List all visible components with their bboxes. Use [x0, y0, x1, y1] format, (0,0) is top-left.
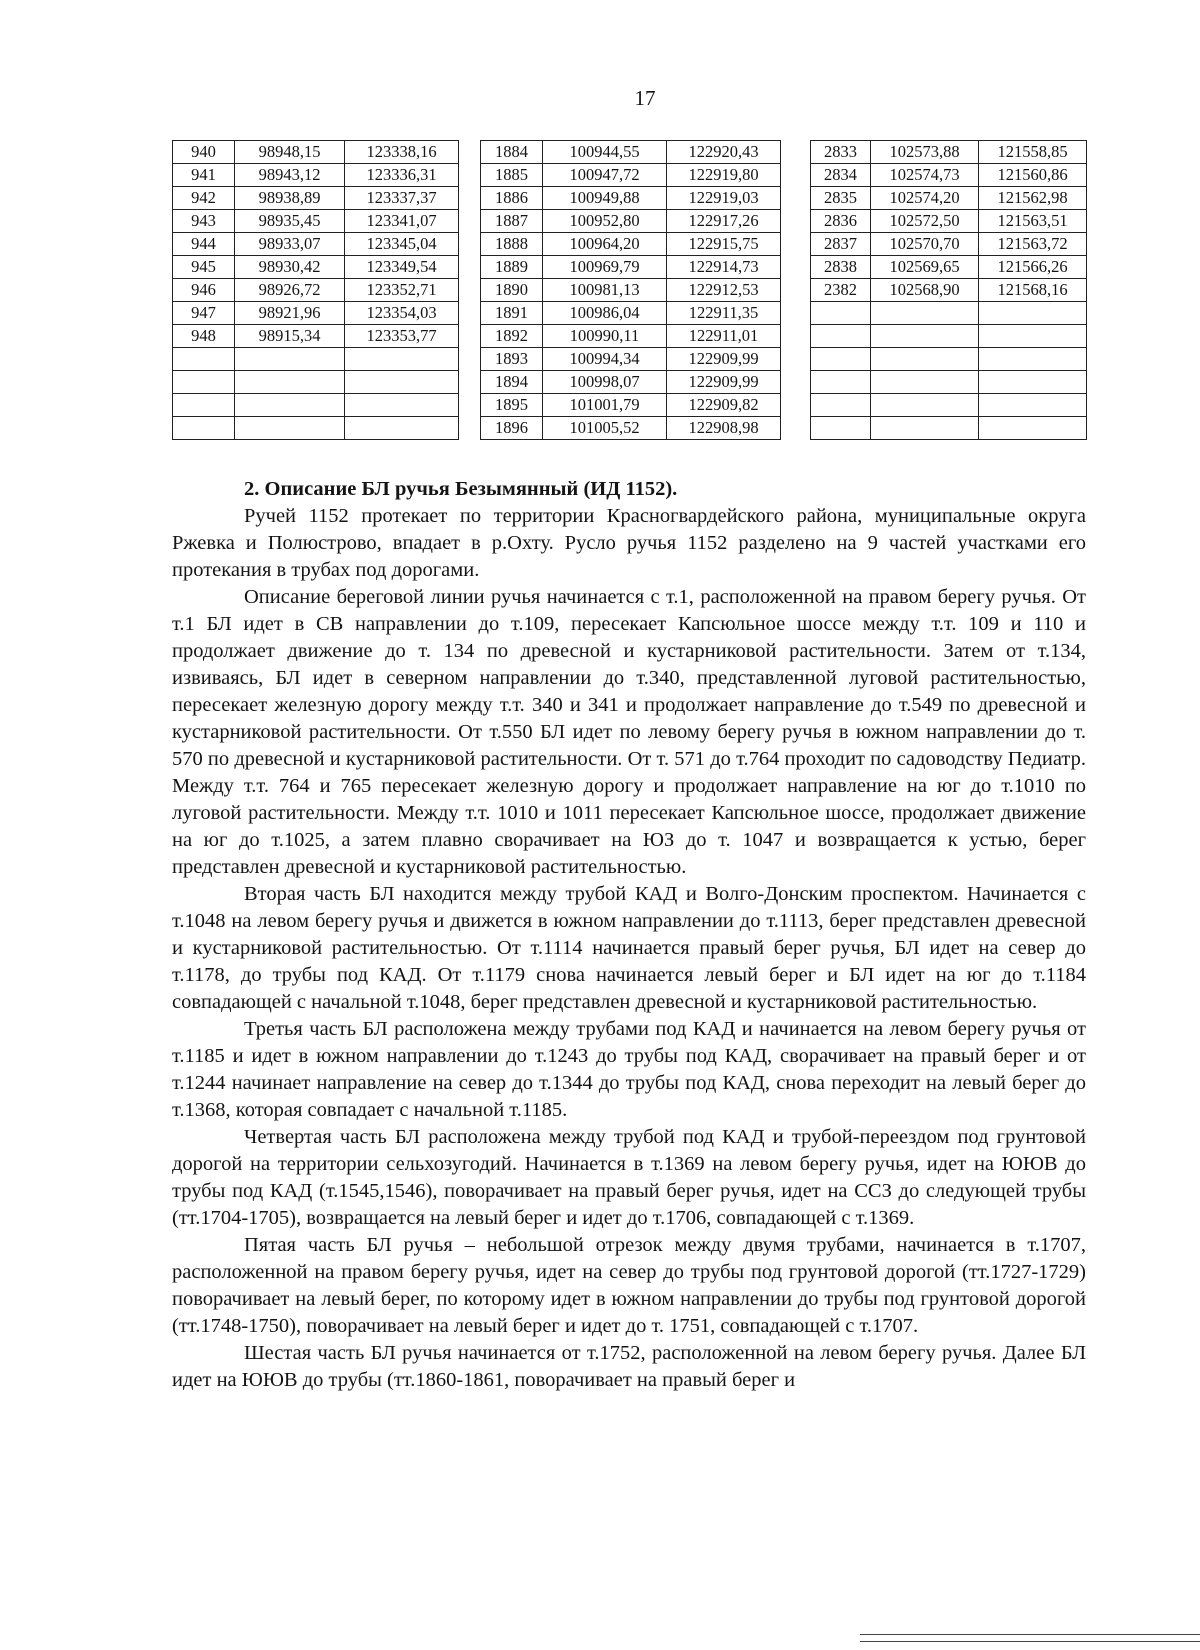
table-cell [871, 325, 979, 348]
table-cell: 100981,13 [543, 279, 667, 302]
table-cell: 98948,15 [235, 141, 345, 164]
table-cell: 98938,89 [235, 187, 345, 210]
table-gap [781, 348, 811, 371]
table-gap [459, 394, 481, 417]
table-cell [235, 371, 345, 394]
table-cell: 948 [173, 325, 235, 348]
table-cell: 102569,65 [871, 256, 979, 279]
table-cell [811, 371, 871, 394]
table-cell: 123352,71 [345, 279, 459, 302]
table-cell [871, 371, 979, 394]
table-cell: 946 [173, 279, 235, 302]
paragraph: Вторая часть БЛ находится между трубой КАД и Волго-Донским проспектом. Начинается с т.1048 на левом берегу ручья и движется в южном направлении до т.1113, берег представлен древесной и кустарниковой растительностью. От т.1114 начинается правый берег ручья, БЛ идет на север до т.1178, до трубы под КАД. От т.1179 снова начинается левый берег и БЛ идет на юг до т.1184 совпадающей с начальной т.1048, берег представлен древесной и кустарниковой растительностью. [172, 883, 1086, 1013]
table-cell: 2834 [811, 164, 871, 187]
table-cell: 1889 [481, 256, 543, 279]
table-row [173, 141, 1087, 164]
table-gap [459, 417, 481, 440]
table-cell [173, 371, 235, 394]
table-cell: 123354,03 [345, 302, 459, 325]
table-cell: 1884 [481, 141, 543, 164]
table-cell: 102574,73 [871, 164, 979, 187]
table-cell: 122912,53 [667, 279, 781, 302]
table-cell [173, 394, 235, 417]
table-cell: 121558,85 [979, 141, 1087, 164]
paragraph: Ручей 1152 протекает по территории Красногвардейского района, муниципальные округа Ржевка и Полюстрово, впадает в р.Охту. Русло ручья 1152 разделено на 9 частей участками его протекания в трубах под дорогами. [172, 505, 1086, 581]
table-gap [459, 348, 481, 371]
table-gap [781, 187, 811, 210]
table-gap [459, 302, 481, 325]
table-cell: 942 [173, 187, 235, 210]
table-cell: 947 [173, 302, 235, 325]
table-cell [345, 394, 459, 417]
table-cell [173, 417, 235, 440]
table-cell: 122909,99 [667, 348, 781, 371]
table-cell: 2837 [811, 233, 871, 256]
paragraph: Шестая часть БЛ ручья начинается от т.1752, расположенной на левом берегу ручья. Далее БЛ идет на ЮЮВ до трубы (тт.1860-1861, поворачивает на правый берег и [172, 1342, 1086, 1391]
table-cell: 123349,54 [345, 256, 459, 279]
table-cell: 1890 [481, 279, 543, 302]
table-cell: 2833 [811, 141, 871, 164]
table-cell: 1892 [481, 325, 543, 348]
table-cell [811, 417, 871, 440]
table-cell: 121568,16 [979, 279, 1087, 302]
footer-rule [860, 1641, 1200, 1642]
table-gap [459, 233, 481, 256]
table-gap [459, 371, 481, 394]
table-cell: 1887 [481, 210, 543, 233]
table-gap [459, 325, 481, 348]
table-cell: 122920,43 [667, 141, 781, 164]
table-cell: 1896 [481, 417, 543, 440]
table-gap [781, 302, 811, 325]
table-cell: 98926,72 [235, 279, 345, 302]
table-cell: 121563,72 [979, 233, 1087, 256]
table-cell [979, 348, 1087, 371]
paragraph: Четвертая часть БЛ расположена между трубой под КАД и трубой-переездом под грунтовой дорогой на территории сельхозугодий. Начинается в т.1369 на левом берегу ручья, идет на ЮЮВ до трубы под КАД (т.1545,1546), поворачивает на правый берег ручья, идет на ССЗ до следующей трубы (тт.1704-1705), возвращается на левый берег и идет до т.1706, совпадающей с т.1369. [172, 1126, 1086, 1229]
table-cell [235, 417, 345, 440]
table-cell [979, 302, 1087, 325]
table-cell: 123353,77 [345, 325, 459, 348]
table-cell: 2836 [811, 210, 871, 233]
table-cell: 98930,42 [235, 256, 345, 279]
table-cell: 1886 [481, 187, 543, 210]
table-cell [811, 348, 871, 371]
table-cell [345, 371, 459, 394]
table-cell: 122909,99 [667, 371, 781, 394]
table-cell: 122911,35 [667, 302, 781, 325]
table-row [173, 210, 1087, 233]
table-cell: 100986,04 [543, 302, 667, 325]
table-cell: 122915,75 [667, 233, 781, 256]
table-cell: 100949,88 [543, 187, 667, 210]
table-cell [979, 417, 1087, 440]
table-gap [459, 141, 481, 164]
table-row [173, 394, 1087, 417]
table-cell: 121563,51 [979, 210, 1087, 233]
table-cell: 98943,12 [235, 164, 345, 187]
table-row [173, 279, 1087, 302]
table-cell: 122911,01 [667, 325, 781, 348]
table-cell: 121560,86 [979, 164, 1087, 187]
table-row [173, 164, 1087, 187]
table-cell: 100998,07 [543, 371, 667, 394]
table-cell: 100952,80 [543, 210, 667, 233]
table-cell: 102572,50 [871, 210, 979, 233]
table-cell [173, 348, 235, 371]
table-gap [781, 325, 811, 348]
table-cell: 1894 [481, 371, 543, 394]
table-cell [979, 325, 1087, 348]
table-cell: 102574,20 [871, 187, 979, 210]
table-gap [781, 164, 811, 187]
table-gap [459, 256, 481, 279]
table-cell: 944 [173, 233, 235, 256]
table-cell [871, 302, 979, 325]
table-row [173, 302, 1087, 325]
table-cell: 1888 [481, 233, 543, 256]
table-cell: 941 [173, 164, 235, 187]
table-cell [235, 394, 345, 417]
coordinates-table [172, 140, 1087, 440]
section-heading: 2. Описание БЛ ручья Безымянный (ИД 1152). [244, 478, 678, 500]
table-row [173, 256, 1087, 279]
table-cell: 100947,72 [543, 164, 667, 187]
table-cell: 102573,88 [871, 141, 979, 164]
table-cell: 102570,70 [871, 233, 979, 256]
table-row [173, 417, 1087, 440]
table-cell: 121562,98 [979, 187, 1087, 210]
table-gap [459, 187, 481, 210]
table-cell: 122917,26 [667, 210, 781, 233]
table-cell [345, 417, 459, 440]
table-cell: 1895 [481, 394, 543, 417]
table-cell: 98933,07 [235, 233, 345, 256]
page-number: 17 [634, 86, 656, 110]
table-gap [781, 256, 811, 279]
table-cell: 940 [173, 141, 235, 164]
table-cell: 101001,79 [543, 394, 667, 417]
table-cell: 943 [173, 210, 235, 233]
table-cell: 100964,20 [543, 233, 667, 256]
table-gap [781, 417, 811, 440]
table-cell: 122908,98 [667, 417, 781, 440]
table-cell: 123345,04 [345, 233, 459, 256]
table-cell [811, 302, 871, 325]
table-row [173, 325, 1087, 348]
table-gap [459, 210, 481, 233]
table-gap [781, 210, 811, 233]
table-cell: 1891 [481, 302, 543, 325]
table-gap [781, 394, 811, 417]
table-cell: 123336,31 [345, 164, 459, 187]
table-gap [781, 371, 811, 394]
paragraph: Третья часть БЛ расположена между трубами под КАД и начинается на левом берегу ручья от т.1185 и идет в южном направлении до т.1243 до трубы под КАД, сворачивает на правый берег и от т.1244 начинает направление на север до т.1344 до трубы под КАД, снова переходит на левый берег до т.1368, которая совпадает с начальной т.1185. [172, 1018, 1086, 1121]
table-cell: 100969,79 [543, 256, 667, 279]
table-cell: 123337,37 [345, 187, 459, 210]
paragraph: Пятая часть БЛ ручья – небольшой отрезок между двумя трубами, начинается в т.1707, расположенной на правом берегу ручья, идет на север до трубы под грунтовой дорогой (тт.1727-1729) поворачивает на левый берег, по которому идет в южном направлении до трубы под грунтовой дорогой (тт.1748-1750), поворачивает на левый берег и идет до т. 1751, совпадающей с т.1707. [172, 1234, 1086, 1337]
table-cell: 123341,07 [345, 210, 459, 233]
table-cell [811, 325, 871, 348]
table-cell: 98935,45 [235, 210, 345, 233]
table-gap [781, 233, 811, 256]
table-cell [871, 394, 979, 417]
text-block [172, 476, 1086, 1394]
table-cell: 1893 [481, 348, 543, 371]
footer-rule [860, 1634, 1200, 1635]
table-row [173, 233, 1087, 256]
table-cell: 122914,73 [667, 256, 781, 279]
table-gap [459, 279, 481, 302]
table-cell [811, 394, 871, 417]
table-cell: 100944,55 [543, 141, 667, 164]
table-cell: 945 [173, 256, 235, 279]
table-row [173, 371, 1087, 394]
table-row [173, 348, 1087, 371]
table-gap [781, 279, 811, 302]
table-cell [235, 348, 345, 371]
table-cell: 122919,03 [667, 187, 781, 210]
table-cell: 102568,90 [871, 279, 979, 302]
table-cell: 122909,82 [667, 394, 781, 417]
table-cell: 100994,34 [543, 348, 667, 371]
table-cell: 122919,80 [667, 164, 781, 187]
table-gap [459, 164, 481, 187]
paragraph: Описание береговой линии ручья начинается с т.1, расположенной на правом берегу ручья. От т.1 БЛ идет в СВ направлении до т.109, пересекает Капсюльное шоссе между т.т. 109 и 110 и продолжает движение до т. 134 по древесной и кустарниковой растительности. Затем от т.134, извиваясь, БЛ идет в северном направлении до т.340, представленной луговой растительностью, пересекает железную дорогу между т.т. 340 и 341 и продолжает направление до т.549 по древесной и кустарниковой растительности. От т.550 БЛ идет по левому берегу ручья в южном направлении до т. 570 по древесной и кустарниковой растительности. От т. 571 до т.764 проходит по садоводству Педиатр. Между т.т. 764 и 765 пересекает железную дорогу и продолжает направление на юг до т.1010 по луговой растительности. Между т.т. 1010 и 1011 пересекает Капсюльное шоссе, продолжает движение на юг до т.1025, а затем плавно сворачивает на ЮЗ до т. 1047 и возвращается к устью, берег представлен древесной и кустарниковой растительностью. [172, 586, 1086, 878]
table-row [173, 187, 1087, 210]
table-cell [979, 394, 1087, 417]
table-cell: 101005,52 [543, 417, 667, 440]
table-cell: 1885 [481, 164, 543, 187]
table-cell: 98921,96 [235, 302, 345, 325]
table-cell [979, 371, 1087, 394]
table-cell: 121566,26 [979, 256, 1087, 279]
table-cell: 2382 [811, 279, 871, 302]
table-cell: 2835 [811, 187, 871, 210]
table-gap [781, 141, 811, 164]
table-cell [871, 417, 979, 440]
table-cell: 2838 [811, 256, 871, 279]
table-cell: 98915,34 [235, 325, 345, 348]
table-cell [345, 348, 459, 371]
table-cell: 123338,16 [345, 141, 459, 164]
table-cell: 100990,11 [543, 325, 667, 348]
table-cell [871, 348, 979, 371]
